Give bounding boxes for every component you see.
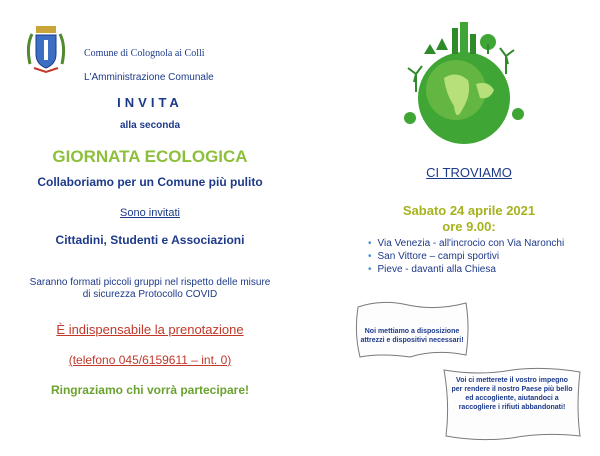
municipal-crest-icon xyxy=(24,24,68,74)
list-item: • Via Venezia - all'incrocio con Via Naronchi xyxy=(368,237,564,250)
administration-label: L'Amministrazione Comunale xyxy=(84,72,214,83)
booking-required: È indispensabile la prenotazione xyxy=(56,322,244,337)
event-title: GIORNATA ECOLOGICA xyxy=(52,147,248,166)
second-edition-label: alla seconda xyxy=(119,120,181,131)
commitment-note-line-3: ed accogliente, aiutandoci a xyxy=(465,395,559,402)
eco-globe-icon xyxy=(396,14,532,154)
tagline: Collaboriamo per un Comune più pulito xyxy=(37,175,263,189)
municipality-name: Comune di Colognola ai Colli xyxy=(84,48,205,59)
meeting-title: CI TROVIAMO xyxy=(426,165,512,180)
invited-groups: Cittadini, Studenti e Associazioni xyxy=(55,233,245,247)
event-date: Sabato 24 aprile 2021 xyxy=(402,203,536,218)
equipment-note-line-1: Noi mettiamo a disposizione xyxy=(364,328,460,335)
commitment-note-line-1: Voi ci metterete il vostro impegno xyxy=(456,377,568,384)
meeting-places-list xyxy=(368,237,564,276)
thanks-message: Ringraziamo chi vorrà partecipare! xyxy=(50,383,250,397)
commitment-note-line-2: per rendere il nostro Paese più bello xyxy=(451,386,573,393)
commitment-note-line-4: raccogliere i rifiuti abbandonati! xyxy=(458,404,566,411)
list-item: • Pieve - davanti alla Chiesa xyxy=(368,263,564,276)
list-item: • San Vittore – campi sportivi xyxy=(368,250,564,263)
commitment-note xyxy=(440,366,584,442)
covid-notice xyxy=(0,277,300,301)
invita-heading: INVITA xyxy=(117,95,183,110)
equipment-note-line-2: attrezzi e dispositivi necessari! xyxy=(360,337,464,344)
invited-label: Sono invitati xyxy=(120,207,180,219)
covid-notice-line-2: di sicurezza Protocollo COVID xyxy=(82,289,218,300)
phone-number: (telefono 045/6159611 – int. 0) xyxy=(68,353,232,367)
equipment-note xyxy=(352,297,472,361)
event-time: ore 9.00: xyxy=(442,219,496,234)
covid-notice-line-1: Saranno formati piccoli gruppi nel rispetto delle misure xyxy=(29,277,271,288)
